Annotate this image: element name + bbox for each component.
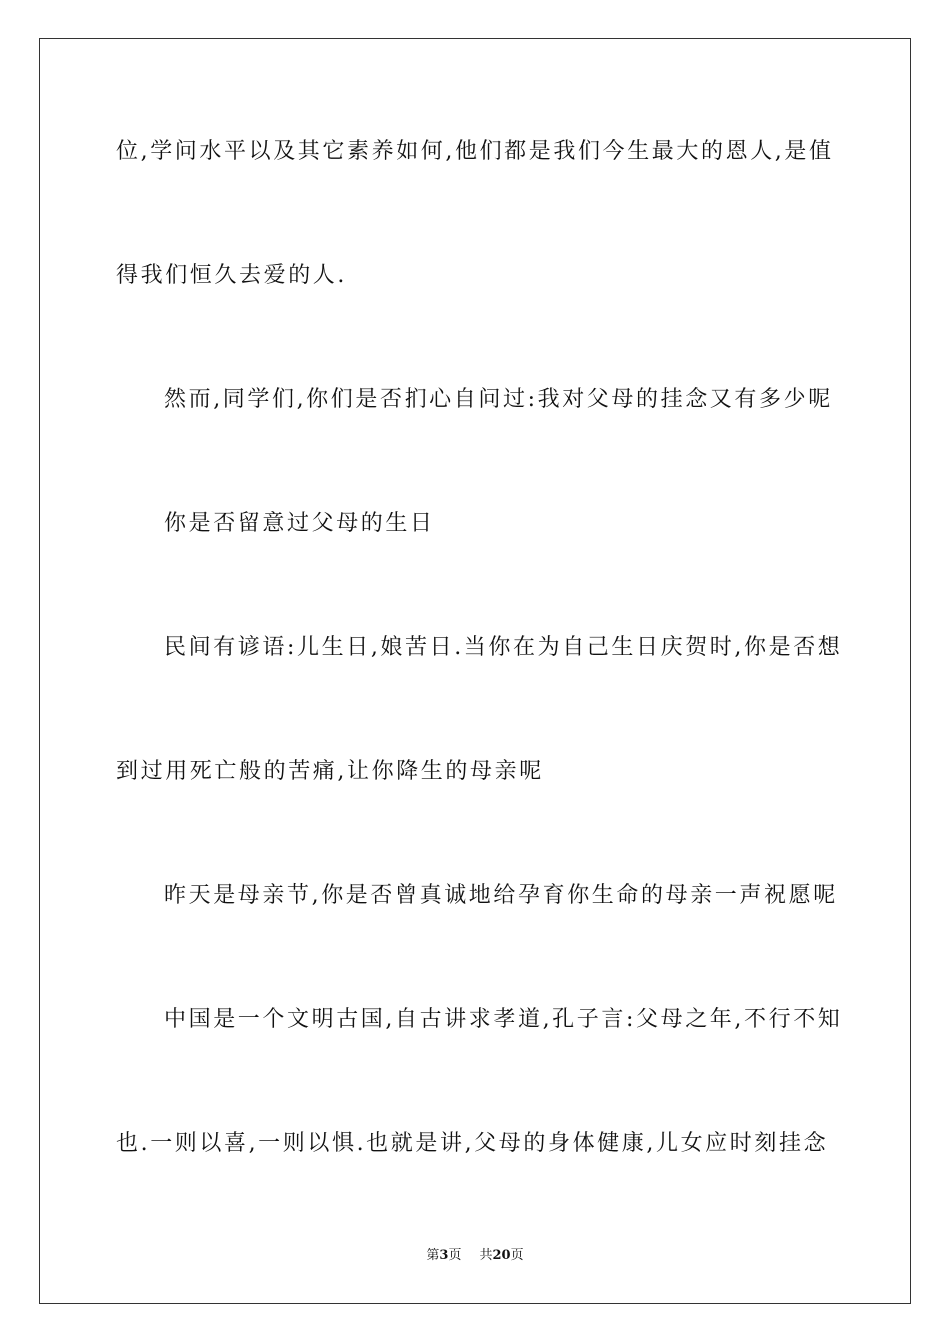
total-pages: 共20页 [479, 1248, 524, 1263]
paragraph-line-2: 得我们恒久去爱的人. [116, 263, 347, 288]
paragraph-line-6: 到过用死亡般的苦痛,让你降生的母亲呢 [116, 759, 544, 784]
paragraph-line-8: 中国是一个文明古国,自古讲求孝道,孔子言:父母之年,不行不知 [164, 1007, 843, 1032]
paragraph-line-4: 你是否留意过父母的生日 [164, 511, 435, 536]
page-number: 第3页 [426, 1248, 462, 1263]
paragraph-line-3: 然而,同学们,你们是否扪心自问过:我对父母的挂念又有多少呢 [164, 387, 833, 412]
paragraph-line-5: 民间有谚语:儿生日,娘苦日.当你在为自己生日庆贺时,你是否想 [164, 635, 843, 660]
page-footer [0, 1248, 950, 1264]
paragraph-line-9: 也.一则以喜,一则以惧.也就是讲,父母的身体健康,儿女应时刻挂念 [116, 1131, 829, 1156]
paragraph-line-1: 位,学问水平以及其它素养如何,他们都是我们今生最大的恩人,是值 [116, 139, 834, 164]
page-frame [39, 38, 911, 1304]
paragraph-line-7: 昨天是母亲节,你是否曾真诚地给孕育你生命的母亲一声祝愿呢 [164, 883, 838, 908]
